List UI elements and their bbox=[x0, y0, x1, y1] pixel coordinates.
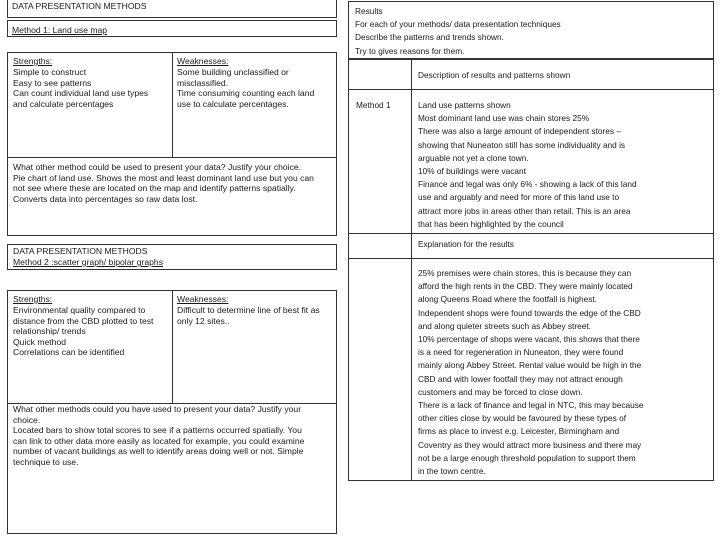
method2-other-method: What other methods could you have used to present your data? Justify your choice. Located bars to show total scores to see if a patterns occurred spatially. You can link to other data more easily as located for example, you could examine number of vacant buildings as well to identify areas doing well or not. Simple technique to use. bbox=[13, 404, 305, 467]
method2-weaknesses-body: Difficult to determine line of best fit as only 12 sites.. bbox=[177, 305, 320, 326]
method-label: Method 1 bbox=[356, 100, 391, 110]
results-table-column-divider bbox=[411, 59, 412, 481]
description-heading: Description of results and patterns shown bbox=[418, 70, 571, 80]
method1-strengths-heading: Strengths: bbox=[13, 56, 53, 66]
results-table-row-divider bbox=[348, 89, 714, 90]
method2-weaknesses-heading: Weaknesses: bbox=[177, 294, 229, 304]
method1-weaknesses-heading: Weaknesses: bbox=[177, 56, 229, 66]
method2-strengths-heading: Strengths: bbox=[13, 294, 53, 304]
explanation-heading: Explanation for the results bbox=[418, 239, 514, 249]
method2-strengths-body: Environmental quality compared to distance from the CBD plotted to test relationship/ trends Quick method Correlations can be identified bbox=[13, 305, 154, 358]
method2-header-title: DATA PRESENTATION METHODS bbox=[13, 246, 148, 256]
method1-header-title: DATA PRESENTATION METHODS bbox=[12, 1, 147, 11]
method1-other-method: What other method could be used to present your data? Justify your choice. Pie chart of land use. Shows the most and least dominant land use but you can not see where these are located on the map and identify patterns spatially. Converts data into percentages so raw data lost. bbox=[13, 162, 314, 204]
results-table-row-divider bbox=[348, 233, 714, 234]
results-intro: Results For each of your methods/ data presentation techniques Describe the patterns and trends shown. Try to gives reasons for them. bbox=[355, 6, 561, 56]
method1-title: Method 1: Land use map bbox=[12, 25, 108, 35]
description-body: Land use patterns shown Most dominant land use was chain stores 25% There was also a large amount of independent stores – showing that Nuneaton still has some individuality and is arguable not yet a clone town. 10% of buildings were vacant Finance and legal was only 6% - showing a lack of this land use and arguably and need for more of this land use to attract more jobs in areas other than retail. This is an area that has been highlighted by the council bbox=[418, 100, 637, 229]
method1-strengths-body: Simple to construct Easy to see patterns Can count individual land use types and calculate percentages bbox=[13, 67, 149, 109]
explanation-body: 25% premises were chain stores, this is because they can afford the high rents in the CBD. They were mainly located along Queens Road where the footfall is highest. Independent shops were found towards the edge of the CBD and along quieter streets such as Abbey street. 10% percentage of shops were vacant, this shows that there is a need for regeneration in Nuneaton, they were found mainly along Abbey Street. Rental value would be high in the CBD and with lower footfall they may not attract enough customers and may be forced to close down. There is a lack of finance and legal in NTC, this may because other cities close by would be favoured by these types of firms as place to invest e.g. Leicester, Birmingham and Coventry as they would attract more business and there may not be a large enough threshold population to support them in the town centre. bbox=[418, 268, 644, 477]
results-table-row-divider bbox=[348, 258, 714, 259]
method2-title: Method 2 :scatter graph/ bipolar graphs bbox=[13, 257, 164, 267]
method1-weaknesses-body: Some building unclassified or misclassified. Time consuming counting each land use to calculate percentages. bbox=[177, 67, 315, 109]
